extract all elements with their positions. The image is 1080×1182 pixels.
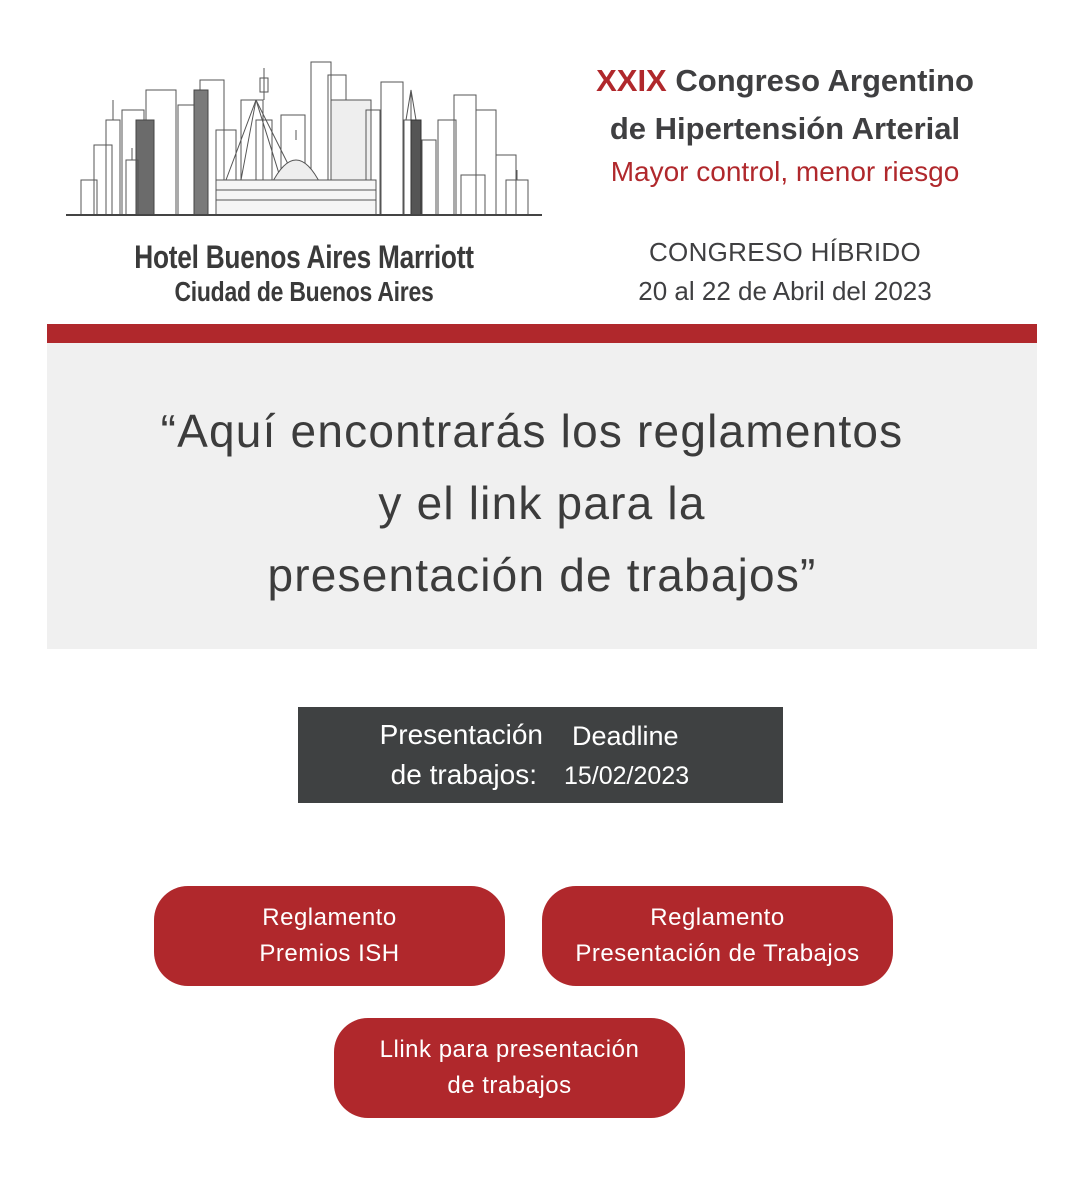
quote-line: “Aquí encontrarás los reglamentos: [160, 405, 904, 457]
quote-line: y el link para la: [378, 477, 706, 529]
congress-format: CONGRESO HÍBRIDO: [648, 237, 922, 267]
reglamento-presentacion-trabajos-button[interactable]: [542, 886, 893, 986]
button-label-line2: de trabajos: [447, 1072, 572, 1099]
quote-line: presentación de trabajos”: [267, 549, 817, 601]
congress-edition: XXIX: [596, 63, 667, 98]
button-label-line1: Reglamento: [650, 904, 785, 931]
deadline-date: 15/02/2023: [564, 762, 690, 790]
button-label-line2: Premios ISH: [259, 940, 400, 967]
venue-hotel: Hotel Buenos Aires Marriott: [134, 239, 474, 275]
congress-title-text: Congreso Argentino: [675, 63, 974, 98]
button-label-line1: Llink para presentación: [379, 1036, 640, 1063]
deadline-label-line1: Presentación: [379, 719, 543, 750]
buenos-aires-skyline-icon: [66, 60, 542, 218]
congress-dates: 20 al 22 de Abril del 2023: [638, 276, 932, 306]
congress-title-line1: [560, 63, 1010, 99]
link-presentacion-trabajos-button[interactable]: [334, 1018, 685, 1118]
venue-city: Ciudad de Buenos Aires: [174, 276, 434, 307]
reglamento-premios-ish-button[interactable]: [154, 886, 505, 986]
header-divider-bar: [47, 324, 1037, 343]
quote-panel: [47, 343, 1037, 649]
congress-slogan: Mayor control, menor riesgo: [610, 156, 960, 187]
quote-text: [47, 395, 1037, 611]
deadline-box: [298, 707, 783, 803]
deadline-title: Deadline: [572, 721, 679, 751]
congress-title-line2: de Hipertensión Arterial: [609, 111, 961, 146]
button-label-line2: Presentación de Trabajos: [575, 940, 860, 967]
button-label-line1: Reglamento: [262, 904, 397, 931]
deadline-label-line2: de trabajos:: [390, 759, 537, 790]
